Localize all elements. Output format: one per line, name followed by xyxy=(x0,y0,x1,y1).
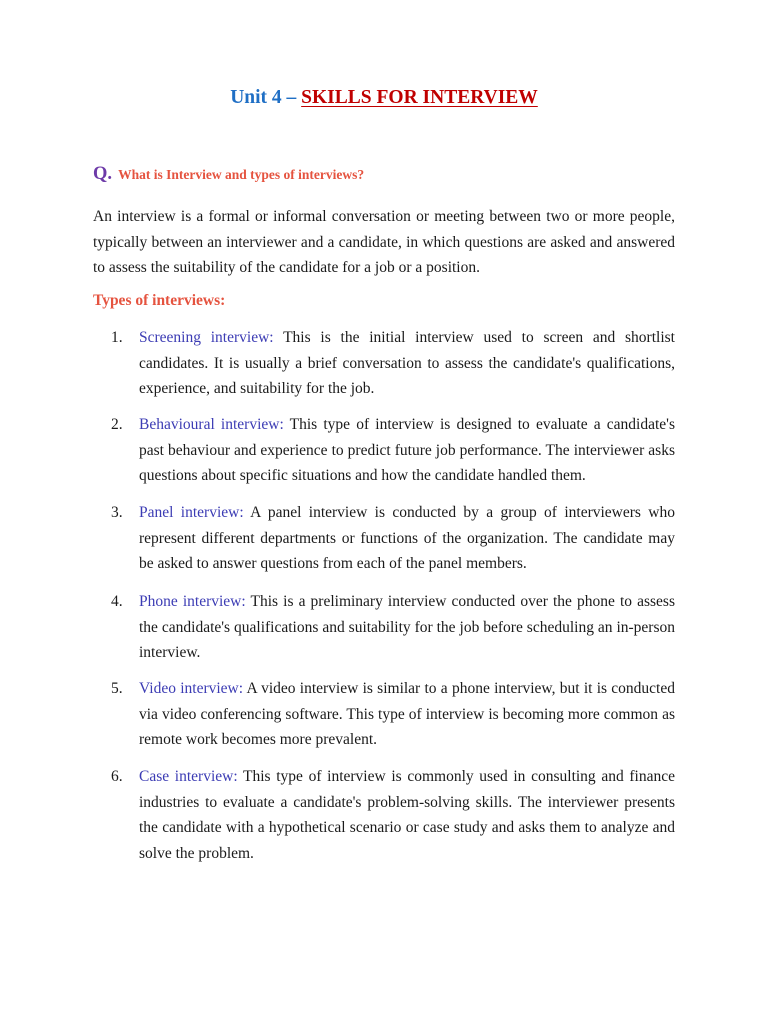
list-item-body xyxy=(139,500,675,577)
list-item-term: Panel interview: xyxy=(139,504,244,521)
title-main: SKILLS FOR INTERVIEW xyxy=(301,87,538,108)
list-item-number: 2. xyxy=(111,416,123,433)
question-marker: Q. xyxy=(93,164,113,184)
list-item-body xyxy=(139,589,675,666)
list-item-text: This is a preliminary interview conducted over the phone to assess the candidate's qualifications and suitability for the job before scheduling an in-person interview. xyxy=(139,593,675,661)
list-item-term: Behavioural interview: xyxy=(139,416,284,433)
list-item-body xyxy=(139,325,675,402)
list-item-number: 5. xyxy=(111,680,123,697)
intro-paragraph: An interview is a formal or informal conversation or meeting between two or more people, typically between an interviewer and a candidate, in which questions are asked and answered to assess the suitability of the candidate for a job or a position. xyxy=(93,208,675,276)
list-item-term: Phone interview: xyxy=(139,593,246,610)
list-item-term: Case interview: xyxy=(139,768,238,785)
list-item-number: 1. xyxy=(111,329,123,346)
list-item-number: 6. xyxy=(111,768,123,785)
list-item-term: Screening interview: xyxy=(139,329,274,346)
types-heading: Types of interviews: xyxy=(93,292,226,309)
question-heading xyxy=(93,162,364,187)
list-item-text: This is the initial interview used to screen and shortlist candidates. It is usually a brief conversation to assess the candidate's qualifications, experience, and suitability for the job. xyxy=(139,329,675,397)
list-item-body xyxy=(139,412,675,489)
list-item-text: A panel interview is conducted by a group of interviewers who represent different departments or functions of the organization. The candidate may be asked to answer questions from each of the panel members. xyxy=(139,504,675,572)
list-item-body xyxy=(139,764,675,866)
list-item-text: This type of interview is designed to evaluate a candidate's past behaviour and experience to predict future job performance. The interviewer asks questions about specific situations and how the candidate handled them. xyxy=(139,416,676,484)
list-item-term: Video interview: xyxy=(139,680,244,697)
list-item-number: 4. xyxy=(111,593,123,610)
list-item-body xyxy=(139,676,675,753)
question-text: What is Interview and types of interviews? xyxy=(118,167,365,182)
list-item-text: This type of interview is commonly used in consulting and finance industries to evaluate a candidate's problem-solving skills. The interviewer presents the candidate with a hypothetical scenario or case study and asks them to analyze and solve the problem. xyxy=(139,768,675,862)
unit-label: Unit 4 xyxy=(230,87,282,108)
list-item-text: A video interview is similar to a phone interview, but it is conducted via video conferencing software. This type of interview is becoming more common as remote work becomes more prevalent. xyxy=(139,680,675,748)
page-title xyxy=(0,84,768,112)
title-dash: – xyxy=(281,87,302,108)
list-item-number: 3. xyxy=(111,504,123,521)
